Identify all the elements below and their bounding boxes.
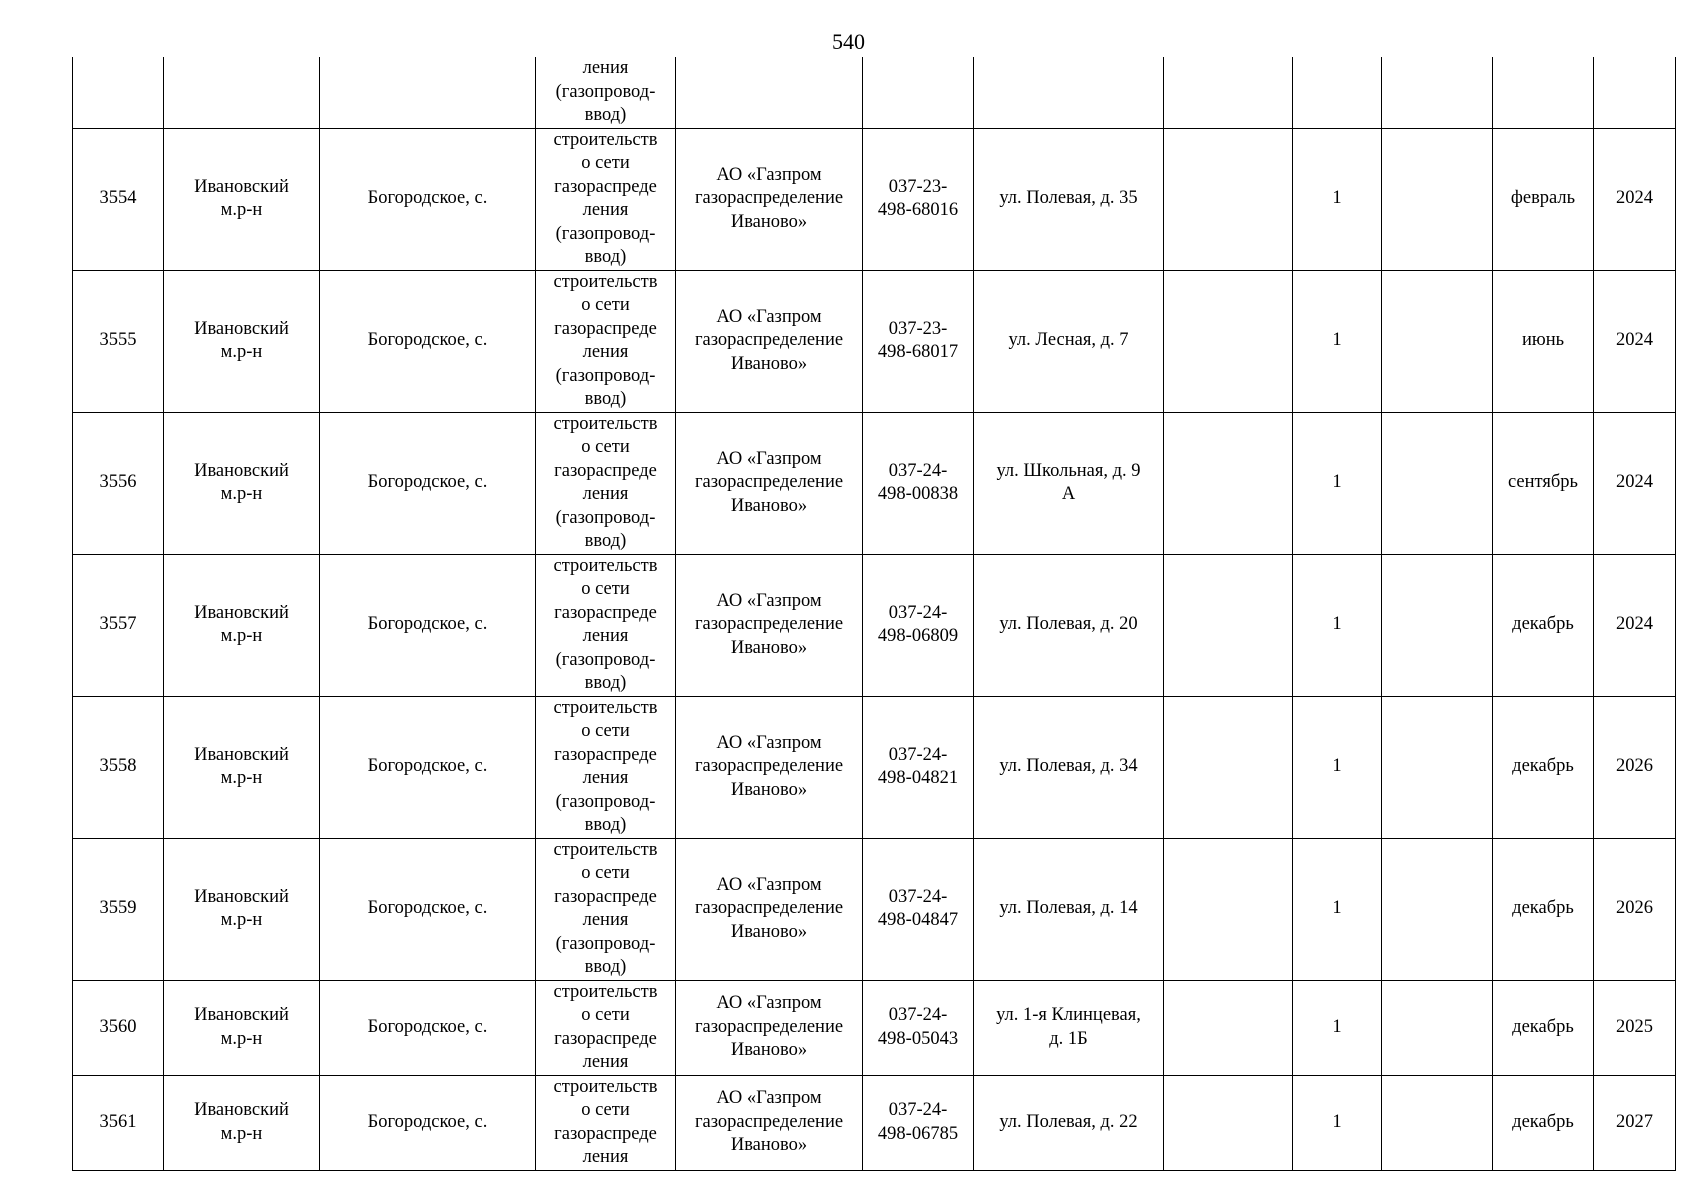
text-line: А — [1061, 484, 1076, 504]
cell-address — [974, 980, 1164, 1075]
text-line: ул. Полевая, д. 14 — [999, 898, 1138, 919]
cell-col8 — [1164, 838, 1293, 980]
text-line: (газопровод- — [555, 507, 656, 528]
table-row — [73, 412, 1676, 554]
text-line: м.р-н — [220, 1028, 263, 1049]
cell-month: декабрь — [1493, 696, 1594, 838]
text-line: ления — [582, 626, 629, 646]
text-line: строительств — [553, 413, 658, 434]
text-line: ления — [582, 200, 629, 220]
cell-district — [164, 128, 320, 270]
text-line: д. 1Б — [1049, 1028, 1088, 1049]
text-line: ления — [582, 1052, 629, 1072]
cell-quantity: 1 — [1293, 1075, 1382, 1170]
text-line: АО «Газпром — [716, 590, 822, 611]
cell-locality: Богородское, с. — [320, 554, 536, 696]
text-line: о сети — [581, 437, 630, 457]
cell-col10 — [1382, 412, 1493, 554]
cell-col10 — [1382, 696, 1493, 838]
text-line: (газопровод- — [555, 223, 656, 244]
cell-locality: Богородское, с. — [320, 696, 536, 838]
table-row — [73, 696, 1676, 838]
text-line: о сети — [581, 579, 630, 599]
cell-month: июнь — [1493, 270, 1594, 412]
continued-row — [73, 57, 1676, 128]
text-line: (газопровод- — [555, 791, 656, 812]
gas-network-register-table — [72, 57, 1676, 1171]
text-line: АО «Газпром — [716, 306, 822, 327]
cell-num: 3555 — [73, 270, 164, 412]
text-line: Ивановский — [194, 886, 289, 907]
cell-year: 2027 — [1594, 1075, 1676, 1170]
cell-district — [164, 1075, 320, 1170]
text-line: газораспределение — [694, 614, 844, 635]
cell-work-type — [536, 1075, 676, 1170]
text-line: м.р-н — [220, 342, 263, 362]
cell-district — [164, 57, 320, 128]
cell-year: 2024 — [1594, 270, 1676, 412]
text-line: Иваново» — [730, 353, 808, 374]
text-line: ул. Полевая, д. 22 — [999, 1111, 1138, 1132]
text-line: м.р-н — [220, 484, 263, 504]
cell-year: 2025 — [1594, 980, 1676, 1075]
cell-quantity — [1293, 57, 1382, 128]
cell-month: сентябрь — [1493, 412, 1594, 554]
text-line: ления — [582, 342, 629, 362]
text-line: АО «Газпром — [716, 993, 822, 1014]
text-line: газораспределение — [694, 188, 844, 209]
cell-organization — [676, 980, 863, 1075]
text-line: газораспределение — [694, 1016, 844, 1037]
text-line: м.р-н — [220, 1123, 263, 1144]
cell-locality: Богородское, с. — [320, 128, 536, 270]
cell-col8 — [1164, 696, 1293, 838]
cell-address — [974, 1075, 1164, 1170]
cell-address — [974, 838, 1164, 980]
cell-year: 2024 — [1594, 128, 1676, 270]
cell-address — [974, 412, 1164, 554]
text-line: 037-24- — [888, 886, 948, 907]
cell-month: декабрь — [1493, 838, 1594, 980]
text-line: Ивановский — [194, 1005, 289, 1025]
text-line: (газопровод- — [555, 81, 656, 102]
cell-work-type — [536, 270, 676, 412]
cell-col8 — [1164, 980, 1293, 1075]
text-line: 037-24- — [888, 1100, 948, 1120]
cell-code — [863, 838, 974, 980]
cell-code — [863, 554, 974, 696]
cell-work-type — [536, 554, 676, 696]
text-line: м.р-н — [220, 768, 263, 788]
cell-quantity: 1 — [1293, 696, 1382, 838]
text-line: м.р-н — [220, 910, 263, 930]
text-line: о сети — [581, 1100, 630, 1120]
text-line: Ивановский — [194, 176, 289, 197]
text-line: ления — [582, 768, 629, 788]
cell-organization — [676, 554, 863, 696]
text-line: 037-24- — [888, 744, 948, 765]
text-line: Иваново» — [730, 1135, 808, 1156]
text-line: 498-05043 — [877, 1028, 959, 1049]
text-line: ления — [582, 910, 629, 930]
text-line: Иваново» — [730, 779, 808, 800]
text-line: газораспреде — [554, 602, 657, 623]
text-line: м.р-н — [220, 200, 263, 220]
table-row — [73, 1075, 1676, 1170]
text-line: газораспреде — [554, 1028, 657, 1049]
cell-district — [164, 270, 320, 412]
cell-month: декабрь — [1493, 980, 1594, 1075]
text-line: ввод) — [584, 389, 627, 409]
cell-num: 3556 — [73, 412, 164, 554]
cell-work-type — [536, 128, 676, 270]
text-line: ввод) — [584, 105, 627, 125]
cell-month: декабрь — [1493, 1075, 1594, 1170]
table-body — [73, 57, 1676, 1170]
cell-work-type — [536, 696, 676, 838]
text-line: Иваново» — [730, 1040, 808, 1061]
cell-work-type — [536, 838, 676, 980]
text-line: 498-68016 — [877, 200, 959, 220]
cell-quantity: 1 — [1293, 554, 1382, 696]
cell-year: 2024 — [1594, 554, 1676, 696]
text-line: ления — [582, 58, 629, 78]
text-line: АО «Газпром — [716, 1088, 822, 1109]
text-line: строительств — [553, 129, 658, 150]
cell-num: 3554 — [73, 128, 164, 270]
cell-address — [974, 554, 1164, 696]
cell-code — [863, 696, 974, 838]
text-line: ввод) — [584, 673, 627, 693]
cell-address — [974, 57, 1164, 128]
text-line: 498-04821 — [877, 768, 959, 788]
text-line: Иваново» — [730, 495, 808, 516]
cell-col10 — [1382, 128, 1493, 270]
cell-num: 3560 — [73, 980, 164, 1075]
text-line: о сети — [581, 153, 630, 173]
cell-code — [863, 57, 974, 128]
cell-num: 3557 — [73, 554, 164, 696]
text-line: газораспределение — [694, 472, 844, 493]
text-line: 037-24- — [888, 1005, 948, 1025]
cell-district — [164, 696, 320, 838]
cell-address — [974, 270, 1164, 412]
text-line: строительств — [553, 697, 658, 718]
text-line: 498-06809 — [877, 626, 959, 646]
table-row — [73, 270, 1676, 412]
cell-col10 — [1382, 57, 1493, 128]
text-line: ввод) — [584, 531, 627, 551]
cell-col10 — [1382, 270, 1493, 412]
text-line: АО «Газпром — [716, 732, 822, 753]
cell-year — [1594, 57, 1676, 128]
text-line: Иваново» — [730, 211, 808, 232]
cell-code — [863, 1075, 974, 1170]
cell-month: декабрь — [1493, 554, 1594, 696]
text-line: Иваново» — [730, 921, 808, 942]
text-line: газораспреде — [554, 886, 657, 907]
cell-work-type — [536, 412, 676, 554]
cell-organization — [676, 412, 863, 554]
text-line: Ивановский — [194, 1100, 289, 1120]
cell-locality: Богородское, с. — [320, 838, 536, 980]
text-line: газораспреде — [554, 1123, 657, 1144]
text-line: ул. Полевая, д. 35 — [999, 188, 1138, 209]
cell-col10 — [1382, 1075, 1493, 1170]
text-line: газораспределение — [694, 1111, 844, 1132]
text-line: ления — [582, 484, 629, 504]
text-line: 498-68017 — [877, 342, 959, 362]
text-line: 037-23- — [888, 318, 948, 339]
text-line: газораспреде — [554, 176, 657, 197]
text-line: о сети — [581, 1005, 630, 1025]
text-line: газораспределение — [694, 330, 844, 351]
cell-month: февраль — [1493, 128, 1594, 270]
cell-month — [1493, 57, 1594, 128]
cell-code — [863, 980, 974, 1075]
table-row — [73, 838, 1676, 980]
cell-col8 — [1164, 128, 1293, 270]
cell-year: 2024 — [1594, 412, 1676, 554]
cell-organization — [676, 128, 863, 270]
cell-code — [863, 412, 974, 554]
text-line: Ивановский — [194, 602, 289, 623]
cell-address — [974, 696, 1164, 838]
text-line: ввод) — [584, 815, 627, 835]
text-line: 037-23- — [888, 176, 948, 197]
cell-organization — [676, 838, 863, 980]
cell-code — [863, 128, 974, 270]
cell-district — [164, 838, 320, 980]
text-line: (газопровод- — [555, 365, 656, 386]
cell-num: 3559 — [73, 838, 164, 980]
text-line: газораспреде — [554, 318, 657, 339]
cell-locality: Богородское, с. — [320, 980, 536, 1075]
cell-district — [164, 554, 320, 696]
text-line: 498-04847 — [877, 910, 959, 930]
cell-organization — [676, 696, 863, 838]
cell-locality: Богородское, с. — [320, 1075, 536, 1170]
text-line: строительств — [553, 555, 658, 576]
text-line: газораспределение — [694, 898, 844, 919]
cell-organization — [676, 1075, 863, 1170]
cell-locality: Богородское, с. — [320, 270, 536, 412]
cell-work-type — [536, 57, 676, 128]
text-line: Ивановский — [194, 460, 289, 481]
text-line: ввод) — [584, 247, 627, 267]
table-row — [73, 980, 1676, 1075]
cell-work-type — [536, 980, 676, 1075]
text-line: АО «Газпром — [716, 164, 822, 185]
text-line: строительств — [553, 981, 658, 1002]
text-line: Иваново» — [730, 637, 808, 658]
cell-col10 — [1382, 980, 1493, 1075]
cell-col10 — [1382, 838, 1493, 980]
cell-col8 — [1164, 412, 1293, 554]
table-row — [73, 128, 1676, 270]
cell-col10 — [1382, 554, 1493, 696]
cell-num — [73, 57, 164, 128]
cell-organization — [676, 270, 863, 412]
text-line: ввод) — [584, 957, 627, 977]
cell-year: 2026 — [1594, 838, 1676, 980]
cell-locality: Богородское, с. — [320, 412, 536, 554]
cell-col8 — [1164, 1075, 1293, 1170]
text-line: ления — [582, 1147, 629, 1167]
cell-code — [863, 270, 974, 412]
text-line: 037-24- — [888, 460, 948, 481]
text-line: ул. 1-я Клинцевая, — [996, 1005, 1141, 1025]
text-line: ул. Школьная, д. 9 — [996, 460, 1141, 481]
cell-quantity: 1 — [1293, 980, 1382, 1075]
text-line: строительств — [553, 1076, 658, 1097]
text-line: строительств — [553, 839, 658, 860]
page-number: 540 — [832, 29, 865, 54]
text-line: о сети — [581, 863, 630, 883]
text-line: газораспределение — [694, 756, 844, 777]
cell-col8 — [1164, 270, 1293, 412]
text-line: Ивановский — [194, 744, 289, 765]
text-line: ул. Полевая, д. 34 — [999, 756, 1138, 777]
cell-quantity: 1 — [1293, 412, 1382, 554]
cell-locality — [320, 57, 536, 128]
text-line: АО «Газпром — [716, 448, 822, 469]
text-line: газораспреде — [554, 460, 657, 481]
cell-district — [164, 412, 320, 554]
text-line: строительств — [553, 271, 658, 292]
text-line: АО «Газпром — [716, 874, 822, 895]
text-line: (газопровод- — [555, 933, 656, 954]
cell-address — [974, 128, 1164, 270]
cell-quantity: 1 — [1293, 128, 1382, 270]
cell-quantity: 1 — [1293, 838, 1382, 980]
cell-organization — [676, 57, 863, 128]
text-line: м.р-н — [220, 626, 263, 646]
text-line: ул. Полевая, д. 20 — [999, 614, 1138, 635]
text-line: газораспреде — [554, 744, 657, 765]
cell-col8 — [1164, 554, 1293, 696]
text-line: 498-06785 — [877, 1123, 959, 1144]
cell-num: 3561 — [73, 1075, 164, 1170]
text-line: ул. Лесная, д. 7 — [1008, 330, 1129, 351]
cell-year: 2026 — [1594, 696, 1676, 838]
text-line: 498-00838 — [877, 484, 959, 504]
text-line: Ивановский — [194, 318, 289, 339]
text-line: (газопровод- — [555, 649, 656, 670]
text-line: 037-24- — [888, 602, 948, 623]
cell-num: 3558 — [73, 696, 164, 838]
cell-col8 — [1164, 57, 1293, 128]
table-row — [73, 554, 1676, 696]
text-line: о сети — [581, 295, 630, 315]
cell-quantity: 1 — [1293, 270, 1382, 412]
text-line: о сети — [581, 721, 630, 741]
cell-district — [164, 980, 320, 1075]
